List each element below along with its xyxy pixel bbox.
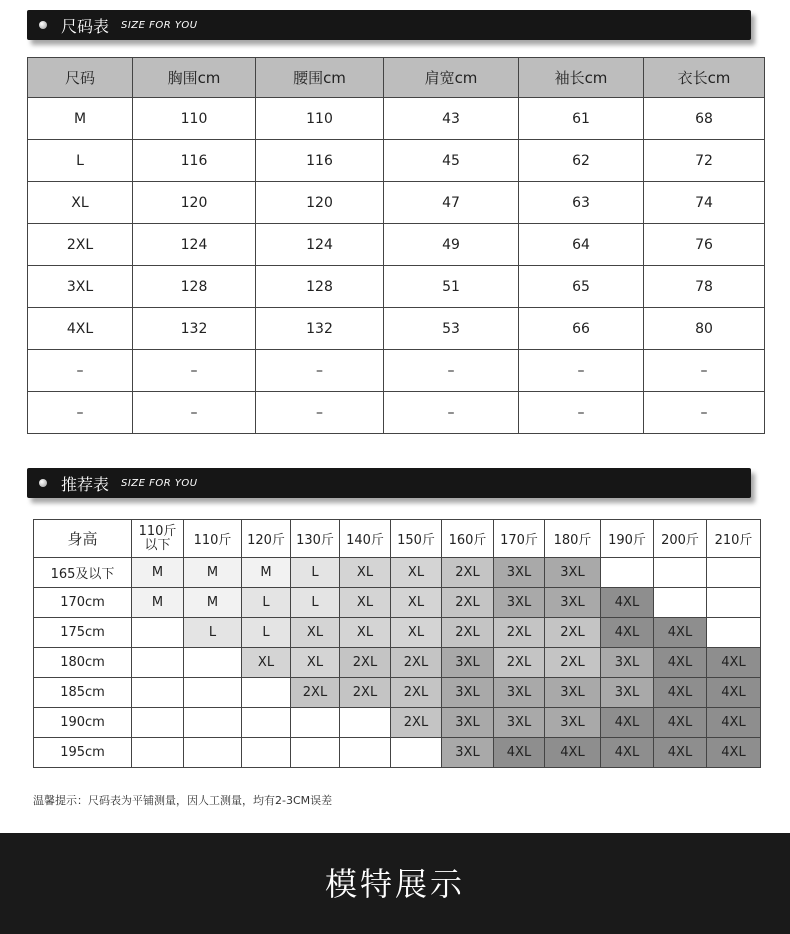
rec-table-size-cell xyxy=(654,558,707,588)
rec-table-size-cell: 2XL xyxy=(545,618,601,648)
rec-table-size-cell: 4XL xyxy=(707,648,761,678)
size-table-cell: – xyxy=(644,392,765,434)
rec-table-header-cell: 身高 xyxy=(34,520,132,558)
size-table-cell: 116 xyxy=(133,140,256,182)
rec-table-size-cell: M xyxy=(184,588,242,618)
rec-table-size-cell: 3XL xyxy=(442,708,494,738)
rec-table-row xyxy=(34,678,761,708)
rec-table-size-cell: 3XL xyxy=(601,648,654,678)
size-table-cell: – xyxy=(28,350,133,392)
rec-table-size-cell xyxy=(132,648,184,678)
size-section-header xyxy=(27,10,751,40)
size-table-cell: – xyxy=(519,392,644,434)
size-table-cell: 4XL xyxy=(28,308,133,350)
rec-table-size-cell: 3XL xyxy=(494,708,545,738)
rec-table-size-cell: L xyxy=(242,588,291,618)
rec-table-header-row xyxy=(34,520,761,558)
rec-table-size-cell: 4XL xyxy=(601,708,654,738)
rec-table-size-cell: 3XL xyxy=(545,678,601,708)
rec-table-size-cell: 4XL xyxy=(654,648,707,678)
rec-table-size-cell: 2XL xyxy=(442,558,494,588)
size-table-row xyxy=(28,140,765,182)
size-table xyxy=(27,57,765,434)
size-table-cell: 66 xyxy=(519,308,644,350)
rec-table-size-cell: 4XL xyxy=(601,738,654,768)
size-table-row xyxy=(28,266,765,308)
rec-table-header-cell: 110斤 以下 xyxy=(132,520,184,558)
rec-table-height-cell: 195cm xyxy=(34,738,132,768)
rec-table-size-cell: 2XL xyxy=(494,618,545,648)
rec-table-size-cell: 4XL xyxy=(494,738,545,768)
rec-table-header-cell: 140斤 xyxy=(340,520,391,558)
size-table-row xyxy=(28,224,765,266)
rec-table-height-cell: 185cm xyxy=(34,678,132,708)
rec-table-row xyxy=(34,738,761,768)
rec-table-size-cell xyxy=(184,648,242,678)
size-table-cell: 43 xyxy=(384,98,519,140)
size-table-cell: 3XL xyxy=(28,266,133,308)
rec-table-size-cell: XL xyxy=(340,588,391,618)
size-table-cell: 110 xyxy=(133,98,256,140)
rec-table-size-cell: XL xyxy=(391,558,442,588)
rec-section-title: 推荐表 xyxy=(61,475,110,494)
rec-table-size-cell: 3XL xyxy=(601,678,654,708)
rec-table-header-cell: 180斤 xyxy=(545,520,601,558)
size-table-header-cell: 腰围cm xyxy=(256,58,384,98)
size-table-cell: 64 xyxy=(519,224,644,266)
rec-table-size-cell xyxy=(654,588,707,618)
size-table-cell: 45 xyxy=(384,140,519,182)
rec-table-size-cell: L xyxy=(291,588,340,618)
bullet-icon xyxy=(39,21,47,29)
size-table-row xyxy=(28,392,765,434)
rec-table-size-cell: L xyxy=(242,618,291,648)
size-table-cell: 49 xyxy=(384,224,519,266)
rec-table-row xyxy=(34,618,761,648)
rec-table-size-cell: 3XL xyxy=(442,678,494,708)
rec-table-height-cell: 180cm xyxy=(34,648,132,678)
size-table-cell: 51 xyxy=(384,266,519,308)
rec-table-size-cell xyxy=(242,708,291,738)
rec-table-size-cell: M xyxy=(132,588,184,618)
rec-table-size-cell: 2XL xyxy=(291,678,340,708)
rec-table-size-cell xyxy=(391,738,442,768)
rec-table-size-cell xyxy=(707,558,761,588)
size-table-cell: – xyxy=(384,392,519,434)
size-table-header-row xyxy=(28,58,765,98)
rec-table-size-cell: L xyxy=(291,558,340,588)
size-table-cell: – xyxy=(133,392,256,434)
size-section-title: 尺码表 xyxy=(61,17,110,36)
rec-table-size-cell xyxy=(184,678,242,708)
size-table-cell: 53 xyxy=(384,308,519,350)
rec-table-size-cell: 3XL xyxy=(494,678,545,708)
rec-table-header-cell: 120斤 xyxy=(242,520,291,558)
rec-table-header-cell: 210斤 xyxy=(707,520,761,558)
rec-table-size-cell xyxy=(707,618,761,648)
size-table-cell: – xyxy=(256,350,384,392)
rec-table-size-cell: 3XL xyxy=(494,588,545,618)
size-table-cell: 63 xyxy=(519,182,644,224)
rec-table-header-cell: 170斤 xyxy=(494,520,545,558)
size-table-cell: 65 xyxy=(519,266,644,308)
size-table-header-cell: 袖长cm xyxy=(519,58,644,98)
rec-table-size-cell: 4XL xyxy=(654,738,707,768)
size-table-cell: 120 xyxy=(256,182,384,224)
rec-table-size-cell: XL xyxy=(291,648,340,678)
size-table-header-cell: 肩宽cm xyxy=(384,58,519,98)
rec-table-size-cell: 4XL xyxy=(654,708,707,738)
size-table-cell: 80 xyxy=(644,308,765,350)
rec-table-size-cell xyxy=(132,678,184,708)
rec-table-size-cell: XL xyxy=(391,588,442,618)
size-table-cell: 132 xyxy=(256,308,384,350)
rec-table-height-cell: 190cm xyxy=(34,708,132,738)
rec-table-size-cell: 4XL xyxy=(707,708,761,738)
size-table-cell: M xyxy=(28,98,133,140)
rec-table-size-cell: 4XL xyxy=(601,588,654,618)
rec-table-row xyxy=(34,648,761,678)
size-table-cell: 120 xyxy=(133,182,256,224)
size-table-cell: – xyxy=(133,350,256,392)
rec-table-size-cell: 4XL xyxy=(601,618,654,648)
rec-table-size-cell: XL xyxy=(340,618,391,648)
size-table-row xyxy=(28,350,765,392)
rec-table-size-cell: 3XL xyxy=(494,558,545,588)
size-table-cell: – xyxy=(519,350,644,392)
rec-table-size-cell: 4XL xyxy=(654,678,707,708)
rec-table-size-cell: M xyxy=(132,558,184,588)
rec-table-size-cell: XL xyxy=(242,648,291,678)
rec-table-row xyxy=(34,708,761,738)
rec-table-size-cell: 2XL xyxy=(391,708,442,738)
size-table-cell: 68 xyxy=(644,98,765,140)
rec-table-size-cell xyxy=(340,708,391,738)
rec-table-size-cell xyxy=(242,678,291,708)
rec-table-size-cell xyxy=(132,708,184,738)
size-table-cell: 110 xyxy=(256,98,384,140)
rec-table-header-cell: 200斤 xyxy=(654,520,707,558)
bullet-icon xyxy=(39,479,47,487)
size-table-cell: – xyxy=(644,350,765,392)
rec-table-size-cell: 3XL xyxy=(545,708,601,738)
rec-table-size-cell: 3XL xyxy=(545,588,601,618)
rec-table-size-cell xyxy=(707,588,761,618)
rec-table-size-cell xyxy=(291,738,340,768)
rec-table-size-cell: XL xyxy=(391,618,442,648)
size-table-cell: – xyxy=(256,392,384,434)
rec-table-size-cell: 2XL xyxy=(340,678,391,708)
rec-table-size-cell: 4XL xyxy=(654,618,707,648)
rec-table-size-cell: L xyxy=(184,618,242,648)
size-table-cell: 76 xyxy=(644,224,765,266)
rec-table-size-cell: M xyxy=(242,558,291,588)
rec-table-size-cell xyxy=(291,708,340,738)
rec-table-size-cell: 2XL xyxy=(340,648,391,678)
rec-table-header-cell: 150斤 xyxy=(391,520,442,558)
rec-table-size-cell: 3XL xyxy=(545,558,601,588)
size-table-row xyxy=(28,182,765,224)
rec-table-size-cell xyxy=(132,738,184,768)
rec-table-size-cell: 2XL xyxy=(391,678,442,708)
size-table-cell: L xyxy=(28,140,133,182)
rec-table-size-cell: XL xyxy=(291,618,340,648)
rec-table-size-cell: 4XL xyxy=(707,738,761,768)
measurement-note: 温馨提示：尺码表为平铺测量，因人工测量，均有2-3CM误差 xyxy=(33,794,333,807)
size-table-row xyxy=(28,308,765,350)
rec-table-size-cell: 2XL xyxy=(442,588,494,618)
rec-table-size-cell: XL xyxy=(340,558,391,588)
size-table-cell: – xyxy=(384,350,519,392)
rec-table-size-cell xyxy=(242,738,291,768)
size-table-cell: – xyxy=(28,392,133,434)
size-table-header-cell: 胸围cm xyxy=(133,58,256,98)
rec-table-header-cell: 110斤 xyxy=(184,520,242,558)
size-table-header-cell: 衣长cm xyxy=(644,58,765,98)
size-table-cell: 74 xyxy=(644,182,765,224)
rec-table-size-cell: 4XL xyxy=(545,738,601,768)
rec-table-size-cell xyxy=(601,558,654,588)
footer-banner xyxy=(0,833,790,934)
rec-table-size-cell: 2XL xyxy=(442,618,494,648)
size-table-cell: XL xyxy=(28,182,133,224)
size-table-cell: 2XL xyxy=(28,224,133,266)
rec-table-header-cell: 190斤 xyxy=(601,520,654,558)
size-table-cell: 124 xyxy=(133,224,256,266)
size-table-cell: 61 xyxy=(519,98,644,140)
rec-table-height-cell: 175cm xyxy=(34,618,132,648)
rec-table-size-cell: 3XL xyxy=(442,648,494,678)
rec-section-subtitle: SIZE FOR YOU xyxy=(121,478,198,489)
recommendation-table xyxy=(33,519,761,768)
size-table-header-cell: 尺码 xyxy=(28,58,133,98)
footer-title: 模特展示 xyxy=(324,865,465,903)
rec-table-size-cell xyxy=(184,708,242,738)
rec-section-header xyxy=(27,468,751,498)
rec-table-size-cell: 2XL xyxy=(494,648,545,678)
size-table-cell: 78 xyxy=(644,266,765,308)
rec-table-size-cell: 2XL xyxy=(545,648,601,678)
size-section-subtitle: SIZE FOR YOU xyxy=(121,20,198,31)
rec-table-size-cell xyxy=(340,738,391,768)
rec-table-size-cell xyxy=(184,738,242,768)
rec-table-header-cell: 130斤 xyxy=(291,520,340,558)
size-table-cell: 124 xyxy=(256,224,384,266)
rec-table-size-cell: M xyxy=(184,558,242,588)
size-table-cell: 72 xyxy=(644,140,765,182)
rec-table-size-cell: 3XL xyxy=(442,738,494,768)
rec-table-header-cell: 160斤 xyxy=(442,520,494,558)
rec-table-row xyxy=(34,558,761,588)
rec-table-height-cell: 170cm xyxy=(34,588,132,618)
size-table-cell: 62 xyxy=(519,140,644,182)
rec-table-size-cell xyxy=(132,618,184,648)
size-table-cell: 116 xyxy=(256,140,384,182)
rec-table-row xyxy=(34,588,761,618)
size-table-row xyxy=(28,98,765,140)
size-table-cell: 132 xyxy=(133,308,256,350)
size-table-cell: 47 xyxy=(384,182,519,224)
rec-table-size-cell: 2XL xyxy=(391,648,442,678)
size-table-cell: 128 xyxy=(133,266,256,308)
size-table-cell: 128 xyxy=(256,266,384,308)
rec-table-size-cell: 4XL xyxy=(707,678,761,708)
rec-table-height-cell: 165及以下 xyxy=(34,558,132,588)
